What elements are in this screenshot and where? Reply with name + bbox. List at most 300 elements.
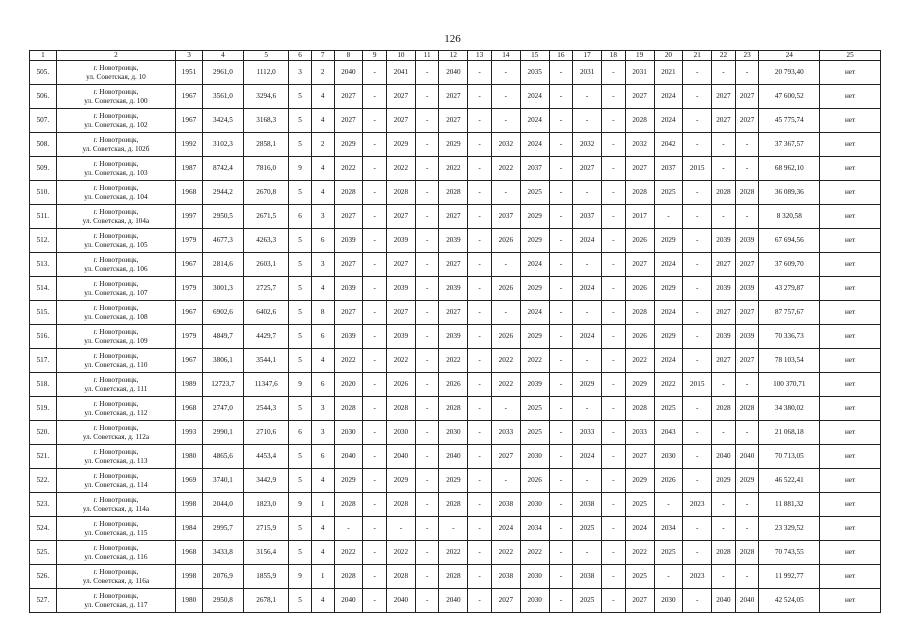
cell-col-16: - <box>549 133 573 157</box>
cell-col-14: 2027 <box>491 445 520 469</box>
cell-col-14: - <box>491 109 520 133</box>
address-street: ул. Советская, д. 107 <box>84 288 148 297</box>
cell-col-23: 2027 <box>735 85 759 109</box>
cell-col-17: 2029 <box>573 373 602 397</box>
cell-col-24: 67 694,56 <box>759 229 820 253</box>
cell-col-19: 2024 <box>625 517 654 541</box>
cell-col-8: 2029 <box>334 469 363 493</box>
cell-col-14: 2022 <box>491 541 520 565</box>
cell-col-5: 3168,3 <box>244 109 289 133</box>
cell-col-21: - <box>683 133 712 157</box>
cell-col-14: 2024 <box>491 517 520 541</box>
cell-col-22: 2039 <box>712 277 736 301</box>
cell-col-4: 2944,2 <box>202 181 243 205</box>
cell-col-22: 2039 <box>712 325 736 349</box>
cell-col-9: - <box>363 469 387 493</box>
cell-col-14: 2026 <box>491 325 520 349</box>
cell-col-13: - <box>468 541 492 565</box>
cell-col-25: нет <box>820 133 881 157</box>
cell-col-19: 2027 <box>625 85 654 109</box>
cell-col-4: 2950,5 <box>202 205 243 229</box>
row-number: 506. <box>30 85 57 109</box>
cell-col-8: 2039 <box>334 229 363 253</box>
cell-col-7: 6 <box>311 445 334 469</box>
table-row <box>30 253 881 277</box>
cell-col-14: - <box>491 469 520 493</box>
cell-col-20: - <box>654 205 683 229</box>
address-city: г. Новотроицк, <box>93 279 139 288</box>
cell-col-17: - <box>573 253 602 277</box>
cell-col-16: - <box>549 589 573 613</box>
cell-col-24: 36 089,36 <box>759 181 820 205</box>
cell-col-20: 2029 <box>654 229 683 253</box>
cell-col-18: - <box>602 517 626 541</box>
cell-col-10: 2028 <box>387 493 416 517</box>
cell-col-5: 2710,6 <box>244 421 289 445</box>
cell-col-15: 2030 <box>520 493 549 517</box>
cell-col-22: - <box>712 61 736 85</box>
cell-col-5: 3294,6 <box>244 85 289 109</box>
cell-col-11: - <box>415 85 439 109</box>
cell-col-15: 2029 <box>520 325 549 349</box>
cell-col-8: 2020 <box>334 373 363 397</box>
cell-col-5: 3442,9 <box>244 469 289 493</box>
cell-col-21: - <box>683 541 712 565</box>
address-cell <box>56 253 175 277</box>
address-street: ул. Советская, д. 114 <box>84 480 148 489</box>
cell-col-17: - <box>573 181 602 205</box>
cell-col-24: 46 522,41 <box>759 469 820 493</box>
cell-col-21: 2023 <box>683 565 712 589</box>
column-header: 13 <box>468 51 492 61</box>
cell-col-15: 2030 <box>520 565 549 589</box>
cell-col-15: 2029 <box>520 205 549 229</box>
cell-col-23: - <box>735 61 759 85</box>
column-header: 7 <box>311 51 334 61</box>
cell-col-7: 4 <box>311 517 334 541</box>
cell-col-13: - <box>468 589 492 613</box>
cell-col-5: 1855,9 <box>244 565 289 589</box>
cell-col-11: - <box>415 109 439 133</box>
cell-col-17: 2024 <box>573 445 602 469</box>
cell-col-18: - <box>602 205 626 229</box>
cell-col-23: - <box>735 373 759 397</box>
cell-col-3: 1979 <box>176 229 203 253</box>
cell-col-16: - <box>549 109 573 133</box>
cell-col-6: 9 <box>289 493 312 517</box>
cell-col-12: 2026 <box>439 373 468 397</box>
cell-col-21: - <box>683 517 712 541</box>
cell-col-16: - <box>549 541 573 565</box>
cell-col-24: 42 524,05 <box>759 589 820 613</box>
cell-col-4: 3424,5 <box>202 109 243 133</box>
table-row <box>30 397 881 421</box>
cell-col-19: 2026 <box>625 325 654 349</box>
row-number: 527. <box>30 589 57 613</box>
cell-col-19: 2028 <box>625 397 654 421</box>
cell-col-10: 2039 <box>387 277 416 301</box>
column-header: 3 <box>176 51 203 61</box>
cell-col-22: 2027 <box>712 349 736 373</box>
cell-col-14: - <box>491 301 520 325</box>
cell-col-12: 2027 <box>439 205 468 229</box>
cell-col-17: - <box>573 301 602 325</box>
cell-col-24: 70 743,55 <box>759 541 820 565</box>
cell-col-12: 2028 <box>439 181 468 205</box>
cell-col-19: 2033 <box>625 421 654 445</box>
address-street: ул. Советская, д. 115 <box>84 528 148 537</box>
cell-col-4: 2044,0 <box>202 493 243 517</box>
cell-col-12: 2027 <box>439 253 468 277</box>
column-header: 21 <box>683 51 712 61</box>
cell-col-7: 3 <box>311 205 334 229</box>
table-row <box>30 181 881 205</box>
cell-col-16: - <box>549 445 573 469</box>
cell-col-24: 78 103,54 <box>759 349 820 373</box>
cell-col-20: - <box>654 493 683 517</box>
cell-col-15: 2035 <box>520 61 549 85</box>
cell-col-20: 2026 <box>654 469 683 493</box>
cell-col-23: 2039 <box>735 325 759 349</box>
cell-col-9: - <box>363 445 387 469</box>
column-header: 22 <box>712 51 736 61</box>
cell-col-8: 2027 <box>334 205 363 229</box>
cell-col-13: - <box>468 565 492 589</box>
cell-col-12: 2039 <box>439 325 468 349</box>
cell-col-22: - <box>712 493 736 517</box>
cell-col-14: 2032 <box>491 133 520 157</box>
cell-col-23: - <box>735 421 759 445</box>
cell-col-10: 2039 <box>387 325 416 349</box>
cell-col-16: - <box>549 85 573 109</box>
address-city: г. Новотроицк, <box>93 327 139 336</box>
cell-col-15: 2029 <box>520 277 549 301</box>
cell-col-4: 3806,1 <box>202 349 243 373</box>
address-cell <box>56 157 175 181</box>
cell-col-22: 2028 <box>712 181 736 205</box>
cell-col-5: 6402,6 <box>244 301 289 325</box>
cell-col-11: - <box>415 541 439 565</box>
cell-col-11: - <box>415 253 439 277</box>
cell-col-24: 45 775,74 <box>759 109 820 133</box>
cell-col-11: - <box>415 589 439 613</box>
cell-col-7: 1 <box>311 565 334 589</box>
address-street: ул. Советская, д. 117 <box>84 600 148 609</box>
cell-col-15: 2022 <box>520 349 549 373</box>
cell-col-14: 2027 <box>491 589 520 613</box>
cell-col-25: нет <box>820 229 881 253</box>
cell-col-25: нет <box>820 373 881 397</box>
cell-col-5: 2715,9 <box>244 517 289 541</box>
cell-col-6: 6 <box>289 421 312 445</box>
cell-col-6: 5 <box>289 325 312 349</box>
cell-col-14: - <box>491 253 520 277</box>
cell-col-9: - <box>363 373 387 397</box>
cell-col-10: 2027 <box>387 205 416 229</box>
cell-col-25: нет <box>820 85 881 109</box>
cell-col-24: 37 609,70 <box>759 253 820 277</box>
cell-col-23: 2039 <box>735 229 759 253</box>
cell-col-19: 2026 <box>625 229 654 253</box>
cell-col-13: - <box>468 133 492 157</box>
cell-col-21: - <box>683 277 712 301</box>
cell-col-24: 87 757,67 <box>759 301 820 325</box>
address-city: г. Новотроицк, <box>93 447 139 456</box>
cell-col-11: - <box>415 229 439 253</box>
address-street: ул. Советская, д. 116 <box>84 552 148 561</box>
cell-col-6: 6 <box>289 205 312 229</box>
cell-col-20: 2025 <box>654 397 683 421</box>
row-number: 511. <box>30 205 57 229</box>
table-row <box>30 349 881 373</box>
table-row <box>30 325 881 349</box>
table-row <box>30 589 881 613</box>
cell-col-23: - <box>735 157 759 181</box>
address-street: ул. Советская, д. 10 <box>86 72 146 81</box>
cell-col-10: 2039 <box>387 229 416 253</box>
cell-col-20: 2025 <box>654 541 683 565</box>
column-header: 1 <box>30 51 57 61</box>
cell-col-16: - <box>549 301 573 325</box>
cell-col-16: - <box>549 469 573 493</box>
cell-col-10: 2029 <box>387 469 416 493</box>
cell-col-3: 1992 <box>176 133 203 157</box>
cell-col-21: - <box>683 301 712 325</box>
cell-col-16: - <box>549 205 573 229</box>
cell-col-7: 4 <box>311 589 334 613</box>
cell-col-25: нет <box>820 421 881 445</box>
cell-col-25: нет <box>820 325 881 349</box>
cell-col-25: нет <box>820 349 881 373</box>
column-header: 5 <box>244 51 289 61</box>
cell-col-21: - <box>683 229 712 253</box>
cell-col-25: нет <box>820 565 881 589</box>
cell-col-19: 2028 <box>625 181 654 205</box>
column-header: 16 <box>549 51 573 61</box>
address-street: ул. Советская, д. 100 <box>84 96 148 105</box>
cell-col-3: 1967 <box>176 109 203 133</box>
cell-col-13: - <box>468 301 492 325</box>
cell-col-24: 23 329,52 <box>759 517 820 541</box>
cell-col-6: 5 <box>289 445 312 469</box>
address-cell <box>56 205 175 229</box>
cell-col-3: 1968 <box>176 181 203 205</box>
cell-col-8: 2028 <box>334 397 363 421</box>
cell-col-9: - <box>363 277 387 301</box>
cell-col-14: 2026 <box>491 229 520 253</box>
cell-col-12: 2022 <box>439 349 468 373</box>
cell-col-13: - <box>468 61 492 85</box>
cell-col-21: - <box>683 421 712 445</box>
cell-col-7: 4 <box>311 349 334 373</box>
cell-col-8: 2027 <box>334 85 363 109</box>
cell-col-25: нет <box>820 277 881 301</box>
address-city: г. Новотроицк, <box>93 495 139 504</box>
row-number: 514. <box>30 277 57 301</box>
cell-col-25: нет <box>820 445 881 469</box>
cell-col-18: - <box>602 397 626 421</box>
cell-col-12: 2027 <box>439 301 468 325</box>
cell-col-23: 2027 <box>735 349 759 373</box>
address-cell <box>56 493 175 517</box>
address-city: г. Новотроицк, <box>93 255 139 264</box>
cell-col-10: 2028 <box>387 397 416 421</box>
cell-col-4: 3740,1 <box>202 469 243 493</box>
cell-col-13: - <box>468 277 492 301</box>
cell-col-11: - <box>415 157 439 181</box>
cell-col-14: 2033 <box>491 421 520 445</box>
cell-col-9: - <box>363 397 387 421</box>
cell-col-4: 8742,4 <box>202 157 243 181</box>
cell-col-20: 2024 <box>654 301 683 325</box>
cell-col-17: - <box>573 85 602 109</box>
cell-col-11: - <box>415 349 439 373</box>
cell-col-17: 2037 <box>573 205 602 229</box>
cell-col-18: - <box>602 157 626 181</box>
cell-col-25: нет <box>820 157 881 181</box>
cell-col-20: 2043 <box>654 421 683 445</box>
cell-col-16: - <box>549 325 573 349</box>
cell-col-4: 3102,3 <box>202 133 243 157</box>
cell-col-12: 2028 <box>439 565 468 589</box>
cell-col-3: 1997 <box>176 205 203 229</box>
address-city: г. Новотроицк, <box>93 87 139 96</box>
cell-col-18: - <box>602 325 626 349</box>
cell-col-13: - <box>468 517 492 541</box>
cell-col-18: - <box>602 85 626 109</box>
column-header: 20 <box>654 51 683 61</box>
address-street: ул. Советская, д. 110 <box>84 360 148 369</box>
address-cell <box>56 61 175 85</box>
cell-col-21: - <box>683 85 712 109</box>
cell-col-24: 68 962,10 <box>759 157 820 181</box>
cell-col-6: 9 <box>289 565 312 589</box>
cell-col-15: 2025 <box>520 421 549 445</box>
cell-col-14: - <box>491 181 520 205</box>
cell-col-19: 2027 <box>625 445 654 469</box>
column-header: 4 <box>202 51 243 61</box>
cell-col-20: 2034 <box>654 517 683 541</box>
address-cell <box>56 133 175 157</box>
address-cell <box>56 349 175 373</box>
cell-col-25: нет <box>820 589 881 613</box>
row-number: 508. <box>30 133 57 157</box>
cell-col-5: 2725,7 <box>244 277 289 301</box>
address-street: ул. Советская, д. 102 <box>84 120 148 129</box>
cell-col-8: 2029 <box>334 133 363 157</box>
cell-col-10: 2022 <box>387 541 416 565</box>
cell-col-18: - <box>602 589 626 613</box>
cell-col-23: 2040 <box>735 589 759 613</box>
cell-col-4: 2961,0 <box>202 61 243 85</box>
cell-col-14: 2022 <box>491 157 520 181</box>
cell-col-5: 3156,4 <box>244 541 289 565</box>
address-cell <box>56 229 175 253</box>
cell-col-25: нет <box>820 181 881 205</box>
address-cell <box>56 373 175 397</box>
column-header: 12 <box>439 51 468 61</box>
cell-col-21: - <box>683 589 712 613</box>
cell-col-10: 2027 <box>387 85 416 109</box>
address-street: ул. Советская, д. 111 <box>84 384 148 393</box>
address-street: ул. Советская, д. 114а <box>82 504 150 513</box>
cell-col-4: 4849,7 <box>202 325 243 349</box>
cell-col-24: 34 380,02 <box>759 397 820 421</box>
cell-col-24: 11 881,32 <box>759 493 820 517</box>
cell-col-20: 2024 <box>654 109 683 133</box>
table-row <box>30 493 881 517</box>
cell-col-7: 3 <box>311 397 334 421</box>
row-number: 518. <box>30 373 57 397</box>
cell-col-6: 5 <box>289 349 312 373</box>
cell-col-13: - <box>468 469 492 493</box>
cell-col-17: - <box>573 109 602 133</box>
cell-col-5: 7816,0 <box>244 157 289 181</box>
cell-col-9: - <box>363 61 387 85</box>
cell-col-19: 2027 <box>625 253 654 277</box>
cell-col-5: 2678,1 <box>244 589 289 613</box>
cell-col-6: 5 <box>289 541 312 565</box>
cell-col-6: 5 <box>289 253 312 277</box>
cell-col-17: 2032 <box>573 133 602 157</box>
address-city: г. Новотроицк, <box>93 423 139 432</box>
cell-col-10: 2027 <box>387 253 416 277</box>
address-cell <box>56 397 175 421</box>
cell-col-19: 2031 <box>625 61 654 85</box>
column-header: 6 <box>289 51 312 61</box>
address-city: г. Новотроицк, <box>93 135 139 144</box>
cell-col-18: - <box>602 61 626 85</box>
housing-registry-table <box>29 50 881 613</box>
cell-col-15: 2037 <box>520 157 549 181</box>
cell-col-21: - <box>683 349 712 373</box>
cell-col-16: - <box>549 373 573 397</box>
cell-col-14: 2022 <box>491 349 520 373</box>
address-street: ул. Советская, д. 106 <box>84 264 148 273</box>
cell-col-18: - <box>602 541 626 565</box>
cell-col-5: 2670,8 <box>244 181 289 205</box>
cell-col-11: - <box>415 325 439 349</box>
address-cell <box>56 541 175 565</box>
row-number: 517. <box>30 349 57 373</box>
cell-col-6: 5 <box>289 469 312 493</box>
cell-col-13: - <box>468 421 492 445</box>
cell-col-25: нет <box>820 301 881 325</box>
cell-col-21: - <box>683 205 712 229</box>
cell-col-8: 2040 <box>334 61 363 85</box>
cell-col-24: 37 367,57 <box>759 133 820 157</box>
cell-col-12: 2040 <box>439 589 468 613</box>
cell-col-13: - <box>468 85 492 109</box>
cell-col-19: 2027 <box>625 157 654 181</box>
address-city: г. Новотроицк, <box>93 63 139 72</box>
cell-col-10: 2029 <box>387 133 416 157</box>
cell-col-8: 2022 <box>334 349 363 373</box>
cell-col-3: 1980 <box>176 445 203 469</box>
cell-col-18: - <box>602 181 626 205</box>
cell-col-10: 2022 <box>387 157 416 181</box>
cell-col-8: 2027 <box>334 301 363 325</box>
address-street: ул. Советская, д. 116а <box>82 576 150 585</box>
cell-col-4: 2814,6 <box>202 253 243 277</box>
table-row <box>30 541 881 565</box>
address-city: г. Новотроицк, <box>93 471 139 480</box>
cell-col-9: - <box>363 493 387 517</box>
cell-col-14: - <box>491 61 520 85</box>
cell-col-4: 6902,6 <box>202 301 243 325</box>
cell-col-9: - <box>363 157 387 181</box>
cell-col-10: - <box>387 517 416 541</box>
